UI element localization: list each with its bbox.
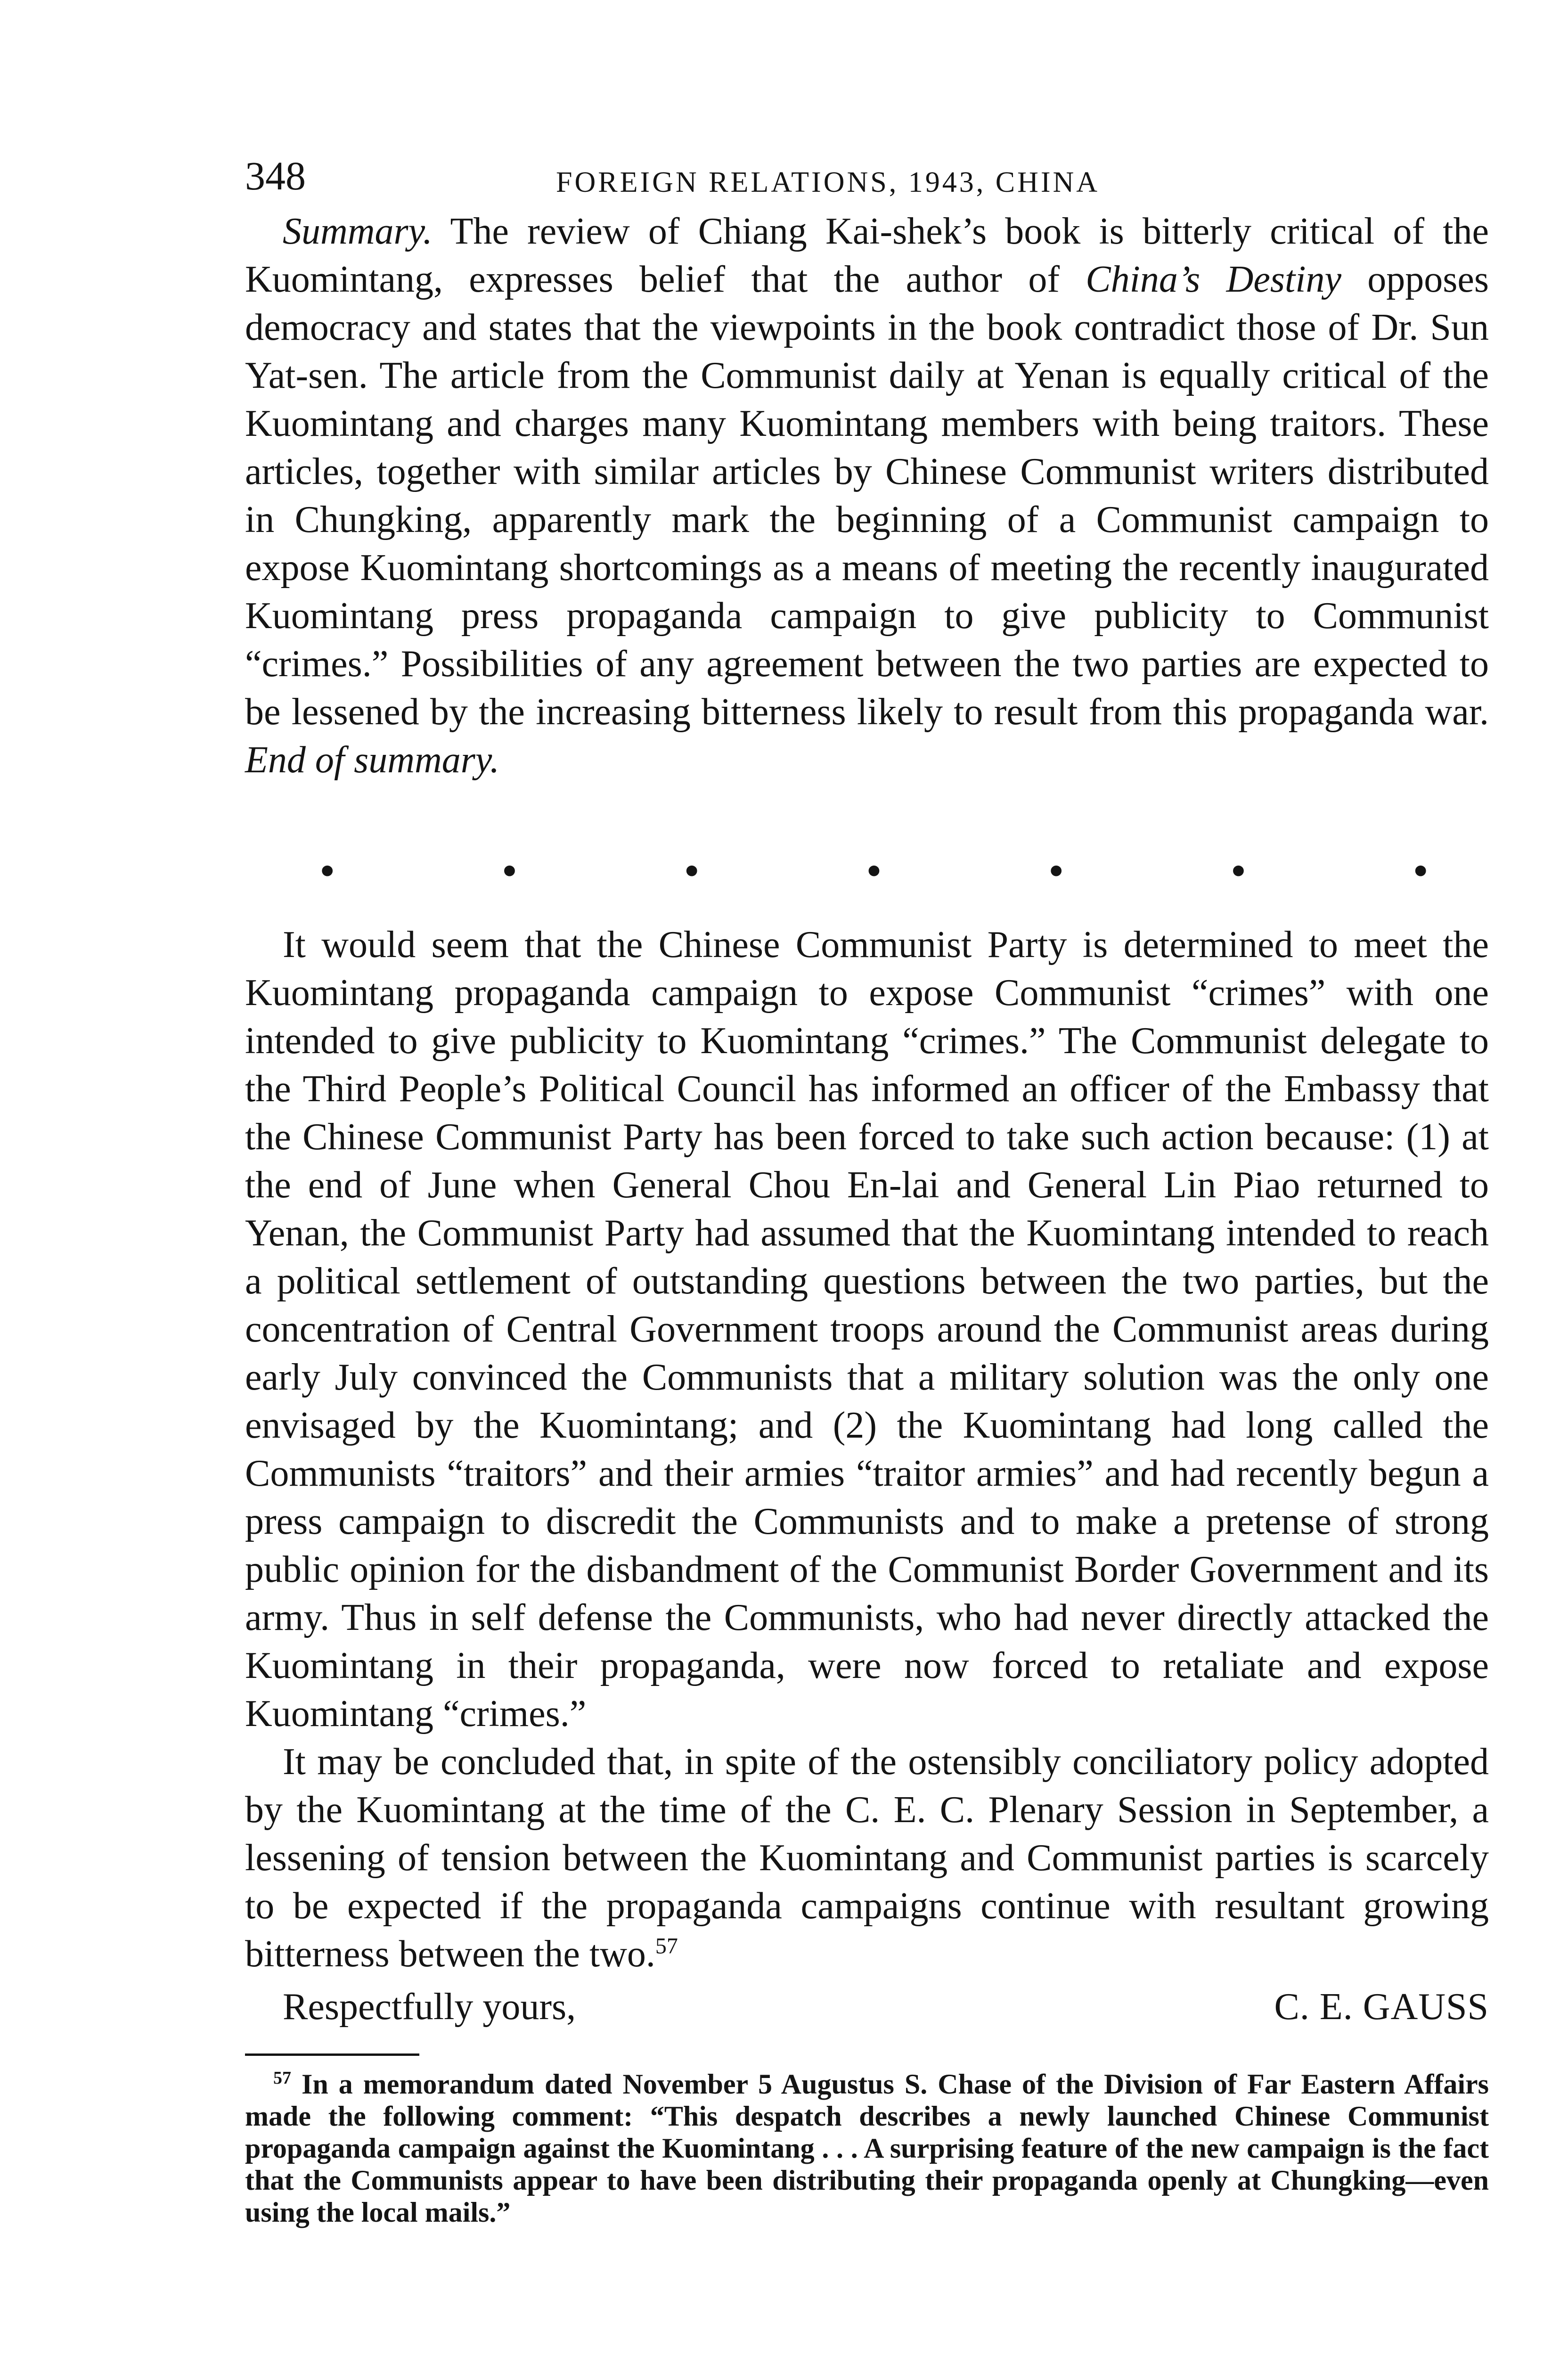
body-text: [245, 921, 1489, 1978]
omission-dot: •: [1049, 849, 1063, 893]
letter-closing: [245, 1983, 1489, 2035]
summary-end: End of summary.: [245, 739, 499, 781]
document-page: [245, 155, 1489, 2228]
omission-dot: •: [320, 849, 335, 893]
body-paragraph-2-text: It may be concluded that, in spite of the ostensibly conciliatory policy adopted by the Kuomintang at the time of the C. E. C. Plenary Session in September, a lessening of tension between the Kuomintang and Communist parties is scarcely to be expected if the propaganda campaigns continue with resultant growing bitterness between the two.: [245, 1741, 1489, 1975]
closing-phrase: Respectfully yours,: [283, 1986, 576, 2028]
omission-dot: •: [685, 849, 699, 893]
omission-dot: •: [502, 849, 517, 893]
footnote-text: In a memorandum dated November 5 Augustus S. Chase of the Division of Far Eastern Affairs made the following comment: “This despatch describes a newly launched Chinese Communist propaganda campaign against the Kuomintang . . . A surprising feature of the new campaign is the fact that the Communists appear to have been distributing their propaganda openly at Chungking—even using the local mails.”: [245, 2069, 1489, 2228]
signature: C. E. GAUSS: [1274, 1986, 1489, 2028]
omission-dots: [320, 850, 1428, 892]
summary-paragraph: [245, 207, 1489, 784]
footnote-marker: 57: [273, 2068, 291, 2088]
footnote: [245, 2068, 1489, 2228]
summary-text-b: opposes democracy and states that the viewpoints in the book contradict those of Dr. Sun Yat-sen. The article from the Communist daily at Yenan is equally critical of the Kuomintang and charges many Kuomintang members with being traitors. These articles, together with similar articles by Chinese Communist writers distributed in Chungking, apparently mark the beginning of a Communist campaign to expose Kuomintang shortcomings as a means of meeting the recently inaugurated Kuomintang press propaganda campaign to give publicity to Communist “crimes.” Possibilities of any agreement between the two parties are expected to be lessened by the increasing bitterness likely to result from this propaganda war.: [245, 259, 1489, 733]
omission-dot: •: [867, 849, 881, 893]
omission-dot: •: [1413, 849, 1428, 893]
summary-lead: Summary.: [283, 211, 433, 252]
footnote-reference: 57: [655, 1933, 678, 1959]
footnote-divider: [245, 2053, 419, 2056]
summary-text-a: The review of Chiang Kai-shek’s book is bitterly critical of the Kuomintang, expresses belief that the author of: [245, 211, 1489, 300]
omission-dot: •: [1231, 849, 1246, 893]
page-number: 348: [245, 153, 306, 198]
running-head: FOREIGN RELATIONS, 1943, CHINA: [556, 166, 1100, 198]
body-paragraph-2: [245, 1738, 1489, 1978]
book-title: China’s Destiny: [1086, 259, 1341, 300]
page-header: [245, 155, 1489, 207]
body-paragraph-1: It would seem that the Chinese Communist Party is determined to meet the Kuomintang propaganda campaign to expose Communist “crimes” with one intended to give publicity to Kuomintang “crimes.” The Communist delegate to the Third People’s Political Council has informed an officer of the Embassy that the Chinese Communist Party has been forced to take such action because: (1) at the end of June when General Chou En-lai and General Lin Piao returned to Yenan, the Communist Party had assumed that the Kuomintang intended to reach a political settlement of outstanding questions between the two parties, but the concentration of Central Government troops around the Communist areas during early July convinced the Communists that a military solution was the only one envisaged by the Kuomintang; and (2) the Kuomintang had long called the Communists “traitors” and their armies “traitor armies” and had recently begun a press campaign to discredit the Communists and to make a pretense of strong public opinion for the disbandment of the Communist Border Government and its army. Thus in self defense the Communists, who had never directly attacked the Kuomintang in their propaganda, were now forced to retaliate and expose Kuomintang “crimes.”: [245, 924, 1489, 1734]
